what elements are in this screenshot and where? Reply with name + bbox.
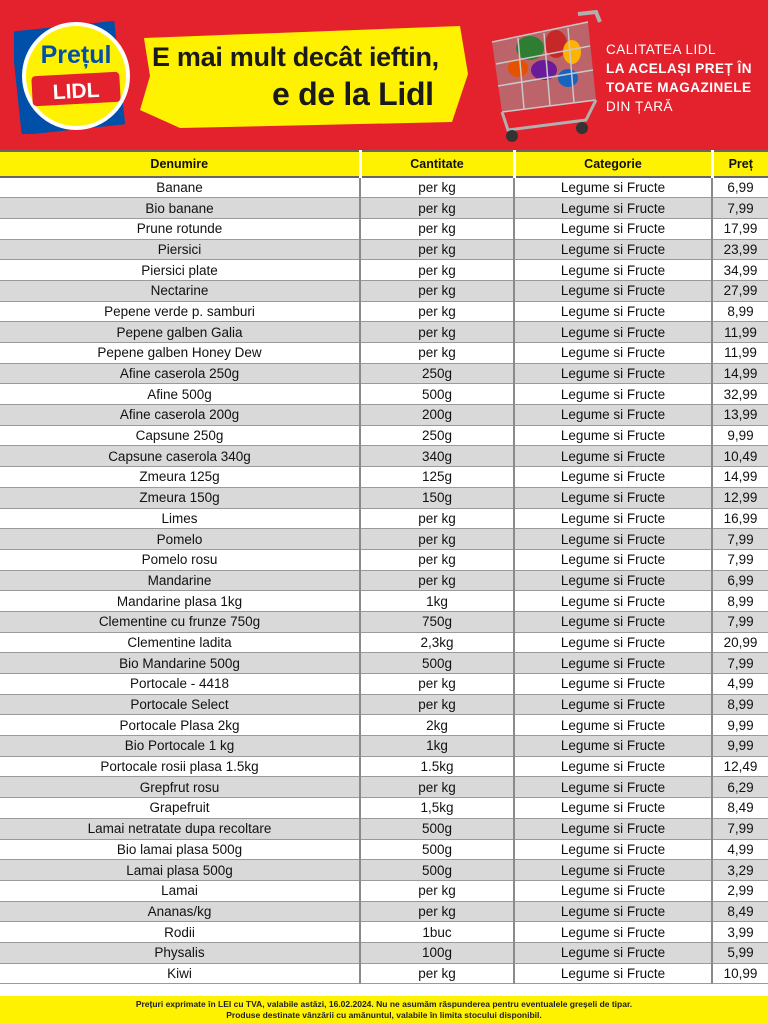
product-name-cell: Piersici — [0, 239, 360, 260]
product-name-cell: Portocale - 4418 — [0, 674, 360, 695]
product-name-cell: Lamai netratate dupa recoltare — [0, 818, 360, 839]
quantity-cell: 1buc — [360, 922, 514, 943]
quantity-cell: per kg — [360, 901, 514, 922]
column-header-category: Categorie — [514, 151, 712, 177]
table-row — [0, 529, 768, 550]
quantity-cell: 500g — [360, 653, 514, 674]
category-cell: Legume si Fructe — [514, 570, 712, 591]
price-cell: 8,49 — [712, 798, 768, 819]
category-cell: Legume si Fructe — [514, 446, 712, 467]
category-cell: Legume si Fructe — [514, 301, 712, 322]
quantity-cell: 500g — [360, 839, 514, 860]
category-cell: Legume si Fructe — [514, 922, 712, 943]
header-banner — [0, 0, 768, 150]
quantity-cell: 500g — [360, 818, 514, 839]
product-name-cell: Bio Mandarine 500g — [0, 653, 360, 674]
quantity-cell: per kg — [360, 218, 514, 239]
table-row — [0, 839, 768, 860]
shopping-cart-icon — [478, 8, 608, 146]
product-name-cell: Bio Portocale 1 kg — [0, 736, 360, 757]
price-cell: 7,99 — [712, 818, 768, 839]
quantity-cell: per kg — [360, 198, 514, 219]
table-row — [0, 363, 768, 384]
price-cell: 7,99 — [712, 549, 768, 570]
table-row — [0, 549, 768, 570]
category-cell: Legume si Fructe — [514, 425, 712, 446]
quantity-cell: per kg — [360, 280, 514, 301]
column-header-price: Preț — [712, 151, 768, 177]
price-cell: 32,99 — [712, 384, 768, 405]
table-row — [0, 343, 768, 364]
category-cell: Legume si Fructe — [514, 177, 712, 198]
quantity-cell: 750g — [360, 611, 514, 632]
price-cell: 6,99 — [712, 570, 768, 591]
table-row — [0, 777, 768, 798]
category-cell: Legume si Fructe — [514, 839, 712, 860]
category-cell: Legume si Fructe — [514, 818, 712, 839]
product-name-cell: Portocale Plasa 2kg — [0, 715, 360, 736]
product-name-cell: Rodii — [0, 922, 360, 943]
column-header-name: Denumire — [0, 151, 360, 177]
product-name-cell: Pomelo rosu — [0, 549, 360, 570]
category-cell: Legume si Fructe — [514, 963, 712, 984]
price-table — [0, 150, 768, 984]
product-name-cell: Bio lamai plasa 500g — [0, 839, 360, 860]
product-name-cell: Pomelo — [0, 529, 360, 550]
product-name-cell: Prune rotunde — [0, 218, 360, 239]
price-cell: 6,99 — [712, 177, 768, 198]
quantity-cell: per kg — [360, 880, 514, 901]
table-row — [0, 632, 768, 653]
badge-logo-text: LIDL — [52, 78, 101, 105]
category-cell: Legume si Fructe — [514, 777, 712, 798]
table-row — [0, 425, 768, 446]
price-cell: 12,49 — [712, 756, 768, 777]
table-row — [0, 818, 768, 839]
table-row — [0, 798, 768, 819]
category-cell: Legume si Fructe — [514, 384, 712, 405]
table-row — [0, 570, 768, 591]
price-cell: 7,99 — [712, 653, 768, 674]
price-cell: 14,99 — [712, 467, 768, 488]
product-name-cell: Clementine ladita — [0, 632, 360, 653]
price-cell: 6,29 — [712, 777, 768, 798]
product-name-cell: Pepene galben Honey Dew — [0, 343, 360, 364]
quantity-cell: per kg — [360, 549, 514, 570]
quantity-cell: 1.5kg — [360, 756, 514, 777]
price-cell: 8,49 — [712, 901, 768, 922]
pretul-lidl-badge — [14, 18, 132, 134]
quantity-cell: 1kg — [360, 736, 514, 757]
price-cell: 9,99 — [712, 425, 768, 446]
quantity-cell: 1,5kg — [360, 798, 514, 819]
quantity-cell: per kg — [360, 777, 514, 798]
category-cell: Legume si Fructe — [514, 218, 712, 239]
product-name-cell: Lamai plasa 500g — [0, 860, 360, 881]
quality-claim — [606, 40, 766, 116]
category-cell: Legume si Fructe — [514, 942, 712, 963]
quantity-cell: per kg — [360, 529, 514, 550]
category-cell: Legume si Fructe — [514, 611, 712, 632]
quantity-cell: 200g — [360, 405, 514, 426]
price-cell: 2,99 — [712, 880, 768, 901]
quantity-cell: per kg — [360, 177, 514, 198]
price-cell: 4,99 — [712, 839, 768, 860]
quality-line-4: DIN ȚARĂ — [606, 99, 674, 114]
quantity-cell: per kg — [360, 239, 514, 260]
quantity-cell: per kg — [360, 963, 514, 984]
price-cell: 4,99 — [712, 674, 768, 695]
product-name-cell: Mandarine plasa 1kg — [0, 591, 360, 612]
category-cell: Legume si Fructe — [514, 674, 712, 695]
category-cell: Legume si Fructe — [514, 487, 712, 508]
category-cell: Legume si Fructe — [514, 880, 712, 901]
product-name-cell: Zmeura 150g — [0, 487, 360, 508]
table-row — [0, 280, 768, 301]
product-name-cell: Afine caserola 250g — [0, 363, 360, 384]
price-cell: 5,99 — [712, 942, 768, 963]
price-cell: 13,99 — [712, 405, 768, 426]
quantity-cell: 1kg — [360, 591, 514, 612]
table-row — [0, 901, 768, 922]
category-cell: Legume si Fructe — [514, 239, 712, 260]
category-cell: Legume si Fructe — [514, 508, 712, 529]
footer-line-1: Prețuri exprimate în LEI cu TVA, valabile astăzi, 16.02.2024. Nu ne asumăm răspunderea pentru eventualele greșeli de tipar. — [135, 999, 633, 1009]
quantity-cell: 500g — [360, 860, 514, 881]
table-row — [0, 260, 768, 281]
category-cell: Legume si Fructe — [514, 715, 712, 736]
product-name-cell: Portocale rosii plasa 1.5kg — [0, 756, 360, 777]
price-cell: 11,99 — [712, 322, 768, 343]
quantity-cell: 125g — [360, 467, 514, 488]
table-row — [0, 756, 768, 777]
price-cell: 23,99 — [712, 239, 768, 260]
quantity-cell: 2kg — [360, 715, 514, 736]
table-row — [0, 611, 768, 632]
price-cell: 27,99 — [712, 280, 768, 301]
table-row — [0, 508, 768, 529]
table-row — [0, 198, 768, 219]
product-name-cell: Afine caserola 200g — [0, 405, 360, 426]
product-name-cell: Bio banane — [0, 198, 360, 219]
table-row — [0, 384, 768, 405]
category-cell: Legume si Fructe — [514, 756, 712, 777]
quantity-cell: per kg — [360, 322, 514, 343]
table-row — [0, 487, 768, 508]
product-name-cell: Mandarine — [0, 570, 360, 591]
quantity-cell: per kg — [360, 260, 514, 281]
category-cell: Legume si Fructe — [514, 653, 712, 674]
category-cell: Legume si Fructe — [514, 260, 712, 281]
table-row — [0, 963, 768, 984]
table-row — [0, 467, 768, 488]
price-cell: 7,99 — [712, 611, 768, 632]
table-row — [0, 674, 768, 695]
badge-title: Prețul — [40, 41, 112, 69]
table-row — [0, 736, 768, 757]
category-cell: Legume si Fructe — [514, 467, 712, 488]
category-cell: Legume si Fructe — [514, 405, 712, 426]
category-cell: Legume si Fructe — [514, 632, 712, 653]
table-row — [0, 880, 768, 901]
quantity-cell: 2,3kg — [360, 632, 514, 653]
column-header-quantity: Cantitate — [360, 151, 514, 177]
table-row — [0, 653, 768, 674]
product-name-cell: Grepfrut rosu — [0, 777, 360, 798]
quantity-cell: per kg — [360, 508, 514, 529]
price-cell: 8,99 — [712, 301, 768, 322]
table-row — [0, 591, 768, 612]
price-cell: 16,99 — [712, 508, 768, 529]
product-name-cell: Piersici plate — [0, 260, 360, 281]
product-name-cell: Portocale Select — [0, 694, 360, 715]
quality-line-3: TOATE MAGAZINELE — [606, 80, 752, 95]
category-cell: Legume si Fructe — [514, 198, 712, 219]
table-row — [0, 218, 768, 239]
quantity-cell: per kg — [360, 343, 514, 364]
category-cell: Legume si Fructe — [514, 343, 712, 364]
footer-disclaimer — [0, 996, 768, 1024]
price-cell: 20,99 — [712, 632, 768, 653]
quantity-cell: 100g — [360, 942, 514, 963]
slogan-line-2: e de la Lidl — [272, 76, 434, 112]
quantity-cell: 150g — [360, 487, 514, 508]
table-row — [0, 446, 768, 467]
category-cell: Legume si Fructe — [514, 901, 712, 922]
category-cell: Legume si Fructe — [514, 860, 712, 881]
table-row — [0, 405, 768, 426]
table-row — [0, 239, 768, 260]
table-row — [0, 860, 768, 881]
table-body — [0, 177, 768, 984]
product-name-cell: Clementine cu frunze 750g — [0, 611, 360, 632]
product-name-cell: Pepene galben Galia — [0, 322, 360, 343]
footer-line-2: Produse destinate vânzării cu amănuntul, valabile în limita stocului disponibil. — [226, 1010, 542, 1020]
product-name-cell: Banane — [0, 177, 360, 198]
product-name-cell: Physalis — [0, 942, 360, 963]
table-row — [0, 942, 768, 963]
price-cell: 10,99 — [712, 963, 768, 984]
product-name-cell: Capsune 250g — [0, 425, 360, 446]
quantity-cell: 250g — [360, 363, 514, 384]
category-cell: Legume si Fructe — [514, 322, 712, 343]
product-name-cell: Grapefruit — [0, 798, 360, 819]
table-row — [0, 715, 768, 736]
category-cell: Legume si Fructe — [514, 694, 712, 715]
price-table-container — [0, 150, 768, 984]
price-cell: 17,99 — [712, 218, 768, 239]
quantity-cell: per kg — [360, 674, 514, 695]
price-cell: 14,99 — [712, 363, 768, 384]
product-name-cell: Lamai — [0, 880, 360, 901]
category-cell: Legume si Fructe — [514, 798, 712, 819]
category-cell: Legume si Fructe — [514, 280, 712, 301]
product-name-cell: Zmeura 125g — [0, 467, 360, 488]
table-row — [0, 322, 768, 343]
product-name-cell: Ananas/kg — [0, 901, 360, 922]
price-cell: 10,49 — [712, 446, 768, 467]
category-cell: Legume si Fructe — [514, 591, 712, 612]
quantity-cell: 500g — [360, 384, 514, 405]
category-cell: Legume si Fructe — [514, 529, 712, 550]
price-cell: 12,99 — [712, 487, 768, 508]
price-cell: 3,99 — [712, 922, 768, 943]
table-row — [0, 301, 768, 322]
quantity-cell: per kg — [360, 570, 514, 591]
category-cell: Legume si Fructe — [514, 363, 712, 384]
quantity-cell: per kg — [360, 301, 514, 322]
product-name-cell: Pepene verde p. samburi — [0, 301, 360, 322]
table-header-row — [0, 151, 768, 177]
quality-line-2: LA ACELAȘI PREȚ ÎN — [606, 61, 753, 76]
price-cell: 7,99 — [712, 529, 768, 550]
category-cell: Legume si Fructe — [514, 549, 712, 570]
quantity-cell: 340g — [360, 446, 514, 467]
table-row — [0, 922, 768, 943]
price-cell: 3,29 — [712, 860, 768, 881]
table-row — [0, 177, 768, 198]
product-name-cell: Limes — [0, 508, 360, 529]
price-cell: 8,99 — [712, 694, 768, 715]
category-cell: Legume si Fructe — [514, 736, 712, 757]
quality-line-1: CALITATEA LIDL — [606, 42, 717, 57]
quantity-cell: 250g — [360, 425, 514, 446]
slogan-line-1: E mai mult decât ieftin, — [152, 42, 439, 72]
product-name-cell: Afine 500g — [0, 384, 360, 405]
price-cell: 8,99 — [712, 591, 768, 612]
price-cell: 7,99 — [712, 198, 768, 219]
price-cell: 9,99 — [712, 715, 768, 736]
quantity-cell: per kg — [360, 694, 514, 715]
product-name-cell: Kiwi — [0, 963, 360, 984]
product-name-cell: Nectarine — [0, 280, 360, 301]
price-cell: 34,99 — [712, 260, 768, 281]
table-row — [0, 694, 768, 715]
price-cell: 11,99 — [712, 343, 768, 364]
price-cell: 9,99 — [712, 736, 768, 757]
product-name-cell: Capsune caserola 340g — [0, 446, 360, 467]
